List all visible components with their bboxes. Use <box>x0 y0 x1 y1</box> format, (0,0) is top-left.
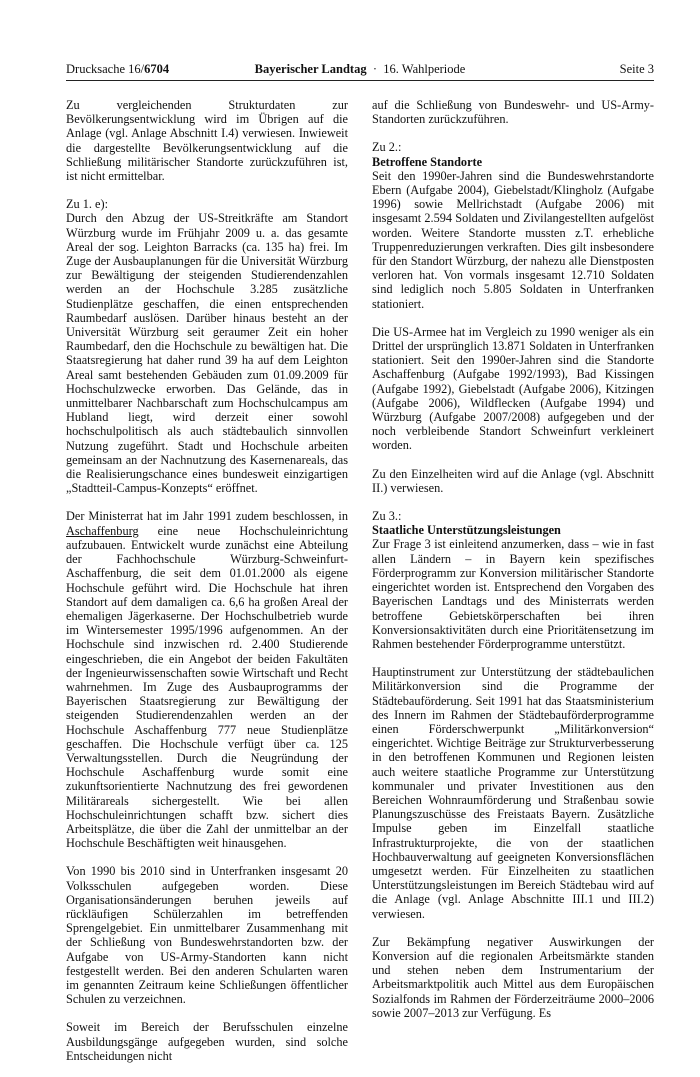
text-run: eine neue Hochschuleinrichtung aufzubauen. Entwickelt wurde zunächst eine Abteilung der Fachhochschule Würzburg-Schweinfurt-Aschaffenburg, die seit dem 01.01.2000 als eigene Hochschule geführt wird. Die Hochschule hat ihren Standort auf dem damaligen ca. 6,6 ha großen Areal der ehemaligen Jägerkaserne. Der Hochschulbetrieb wurde im Wintersemester 1995/1996 aufgenommen. An der Hochschule sind inzwischen rd. 2.400 Studierende eingeschrieben, die ein Angebot der beiden Fakultäten der Ingenieurwissenschaften sowie Wirtschaft und Recht wahrnehmen. Im Zuge des Ausbauprogramms der Bayerischen Staatsregierung zur Bewältigung der steigenden Studierendenzahlen werden an der Hochschule Aschaffenburg 777 neue Studienplätze geschaffen. Die Hochschule verfügt über ca. 125 Verwaltungsstellen. Durch die Neugründung der Hochschule Aschaffenburg wurde somit eine zukunftsorientierte Nachnutzung des frei gewordenen Militärareals sichergestellt. Wie bei allen Hochschuleinrichtungen schafft bzw. sichert dies Arbeitsplätze, die über die Zahl der unmittelbar an der Hochschule Beschäftigten weit hinausgehen. <box>66 523 348 851</box>
section-heading: Zu 1. e): <box>66 197 109 212</box>
header-center <box>66 62 654 77</box>
section-title: Betroffene Standorte <box>372 154 483 169</box>
doc-prefix: Drucksache 16/ <box>66 62 145 76</box>
doc-number-value: 6704 <box>144 62 170 76</box>
section-heading: Zu 3.: <box>372 509 402 524</box>
paragraph: auf die Schließung von Bundeswehr- und US-Army-Standorten zurückzuführen. <box>372 98 654 127</box>
right-column <box>372 98 654 1034</box>
section-title: Staatliche Unterstützungsleistungen <box>372 523 561 538</box>
paragraph: Zur Frage 3 ist einleitend anzumerken, dass – wie in fast allen Ländern – in Bayern kein spezifisches Förderprogramm zur Konversion militärischer Standorte eingerichtet worden ist. Entsprechend den Vorgaben des Bayerischen Landtags und des Ministerrats werden betroffene Gebietskörperschaften bei ihren Konversionsaktivitäten durch eine Prioritätensetzung im Rahmen bestehender Förderprogramme unterstützt. <box>372 537 654 651</box>
paragraph: Durch den Abzug der US-Streitkräfte am Standort Würzburg wurde im Frühjahr 2009 u. a. das gesamte Areal der sog. Leighton Barracks (ca. 135 ha) frei. Im Zuge der Ausbauplanungen für die Universität Würzburg zur Bewältigung der steigenden Studierendenzahlen werden an der Hochschule 3.285 zusätzliche Studienplätze geschaffen, die einen entsprechenden Raumbedarf auslösen. Darüber hinaus besteht an der Universität Würzburg seit geraumer Zeit ein hoher Raumbedarf, den die Hochschule zu bewältigen hat. Die Staatsregierung hat daher rund 39 ha auf dem Leighton Areal samt bestehenden Gebäuden zum 01.09.2009 für Hochschulzwecke erworben. Das Gelände, das in unmittelbarer Nachbarschaft zum Hochschulcampus am Hubland liegt, wird derzeit einer sowohl hochschulpolitisch als auch städtebaulich sinnvollen Nutzung zugeführt. Stadt und Hochschule arbeiten gemeinsam an der Nachnutzung des Kasernenareals, das die Realisierungschance eines bundesweit einzigartigen „Stadtteil-Campus-Konzepts“ eröffnet. <box>66 211 348 496</box>
paragraph: Von 1990 bis 2010 sind in Unterfranken insgesamt 20 Volksschulen aufgegeben worden. Diese Organisationsänderungen beruhen jeweils auf rückläufigen Schülerzahlen im betreffenden Sprengelgebiet. Ein unmittelbarer Zusammenhang mit der Schließung von Bundeswehrstandorten bzw. der Aufgabe von US-Army-Standorten kann nicht festgestellt werden. Bei den anderen Schularten waren im genannten Zeitraum keine Schließungen öffentlicher Schulen zu verzeichnen. <box>66 864 348 1007</box>
page-number: Seite 3 <box>619 62 654 76</box>
left-column <box>66 98 348 1077</box>
paragraph: Soweit im Bereich der Berufsschulen einzelne Ausbildungsgänge aufgegeben wurden, sind solche Entscheidungen nicht <box>66 1020 348 1063</box>
underlined-place-name: Aschaffenburg <box>66 523 139 538</box>
header-rule <box>66 80 654 81</box>
paragraph: Seit den 1990er-Jahren sind die Bundeswehrstandorte Ebern (Aufgabe 2004), Giebelstadt/Klingholz (Aufgabe 1996) sowie Mellrichstadt (Aufgabe 2006) mit insgesamt 2.594 Soldaten und Zivilangestellten aufgelöst worden. Weitere Standorte mussten z.T. erhebliche Truppenreduzierungen verkraften. Dies gilt insbesondere für den Standort Würzburg, der nahezu alle Dienstposten verloren hat. Von vormals insgesamt 12.710 Soldaten sind lediglich noch 5.805 Soldaten in Unterfranken stationiert. <box>372 168 654 311</box>
header-separator: · <box>372 62 377 76</box>
section-heading: Zu 2.: <box>372 140 402 155</box>
paragraph: Zur Bekämpfung negativer Auswirkungen der Konversion auf die regionalen Arbeitsmärkte standen und stehen neben dem Instrumentarium der Arbeitsmarktpolitik auch Mittel aus dem Europäischen Sozialfonds im Rahmen der Förderzeiträume 2000–2006 sowie 2007–2013 zur Verfügung. Es <box>372 934 654 1020</box>
paragraph <box>66 509 348 850</box>
legislative-period: 16. Wahlperiode <box>383 62 466 76</box>
paragraph: Die US-Armee hat im Vergleich zu 1990 weniger als ein Drittel der ursprünglich 13.871 Soldaten in Unterfranken stationiert. Seit den 1990er-Jahren sind die Standorte Aschaffenburg (Aufgabe 1992/1993), Bad Kissingen (Aufgabe 1992), Giebelstadt (Aufgabe 2006), Kitzingen (Aufgabe 2006), Wildflecken (Aufgabe 1994) und Würzburg (Aufgabe 2007/2008) aufgegeben und der noch verbleibende Standort Schweinfurt verkleinert worden. <box>372 324 654 453</box>
text-run: Der Ministerrat hat im Jahr 1991 zudem beschlossen, in <box>66 509 348 524</box>
parliament-name: Bayerischer Landtag <box>254 62 367 76</box>
paragraph: Zu vergleichenden Strukturdaten zur Bevölkerungsentwicklung wird im Übrigen auf die Anlage (vgl. Anlage Abschnitt I.4) verwiesen. Inwieweit die dargestellte Bevölkerungsentwicklung auf die Schließung militärischer Standorte zurückzuführen ist, ist nicht ermittelbar. <box>66 98 348 184</box>
paragraph: Zu den Einzelheiten wird auf die Anlage (vgl. Abschnitt II.) verwiesen. <box>372 466 654 495</box>
paragraph: Hauptinstrument zur Unterstützung der städtebaulichen Militärkonversion sind die Programme der Städtebauförderung. Seit 1991 hat das Staatsministerium des Innern im Rahmen der Städtebauförderprogramme einen Förderschwerpunkt „Militärkonversion“ eingerichtet. Wichtige Beiträge zur Strukturverbesserung in den betroffenen Kommunen und Regionen leisten auch weitere staatliche Programme zur Unterstützung kommunaler und privater Investitionen aus den Bereichen Wohnraumförderung und Straßenbau sowie Planungszuschüsse des Freistaats Bayern. Zusätzliche Impulse geben im Einzelfall staatliche Infrastrukturprojekte, die von der staatlichen Hochbauverwaltung auf geeigneten Konversionsflächen umgesetzt werden. Für Einzelheiten zu staatlichen Unterstützungsleistungen im Bereich Städtebau wird auf die Anlage (vgl. Anlage Abschnitte III.1 und III.2) verwiesen. <box>372 665 654 921</box>
page-header <box>66 62 654 78</box>
